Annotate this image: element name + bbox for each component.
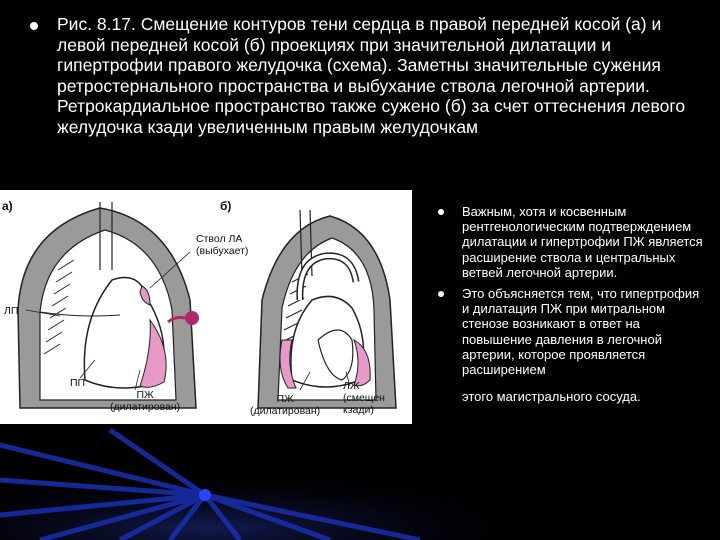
panel-a-drawing xyxy=(18,202,199,408)
figure-caption: Рис. 8.17. Смещение контуров тени сердца в правой передней косой (а) и левой передней косой (б) проекциях при значительной дилатации и гипертрофии правого желудочка (схема). Заметны значительные сужения ретростернального пространства и выбухание ствола легочной артерии. Ретрокардиальное пространство также сужено (б) за счет оттеснения левого желудочка кзади увеличенным правым желудочкам xyxy=(57,14,686,137)
label-right-ventricle-a: ПЖ (дилатирован) xyxy=(110,389,181,413)
label-left-atrium: ЛП xyxy=(4,305,19,317)
heart-shadow-schematic xyxy=(0,190,412,424)
label-left-ventricle: ЛЖ (смещен кзади) xyxy=(343,380,385,416)
label-pulmonary-trunk: Ствол ЛА (выбухает) xyxy=(196,233,249,257)
label-right-atrium: ПП xyxy=(70,377,86,389)
panel-b-letter: б) xyxy=(220,199,232,213)
list-item xyxy=(438,204,706,280)
note-text: Важным, хотя и косвенным рентгенологическим подтверждением дилатации и гипертрофии ПЖ является расширение ствола и центральных ветвей легочной артерии. xyxy=(462,204,703,280)
bullet-dot xyxy=(30,22,38,30)
bullet-dot xyxy=(438,291,444,297)
bullet-dot xyxy=(438,209,444,215)
note-tail-text: этого магистрального сосуда. xyxy=(462,389,641,405)
note-text: Это объясняется тем, что гипертрофия и дилатация ПЖ при митральном стенозе возникают в ответ на повышение давления в легочной артерии, которое проявляется расширением xyxy=(462,286,700,378)
caption-bullet xyxy=(30,14,690,137)
panel-a-letter: а) xyxy=(2,199,13,213)
list-item xyxy=(438,286,706,377)
panel-b-drawing xyxy=(258,210,396,408)
label-right-ventricle-b: ПЖ (дилатирован) xyxy=(250,393,321,417)
notes-list xyxy=(438,204,706,404)
